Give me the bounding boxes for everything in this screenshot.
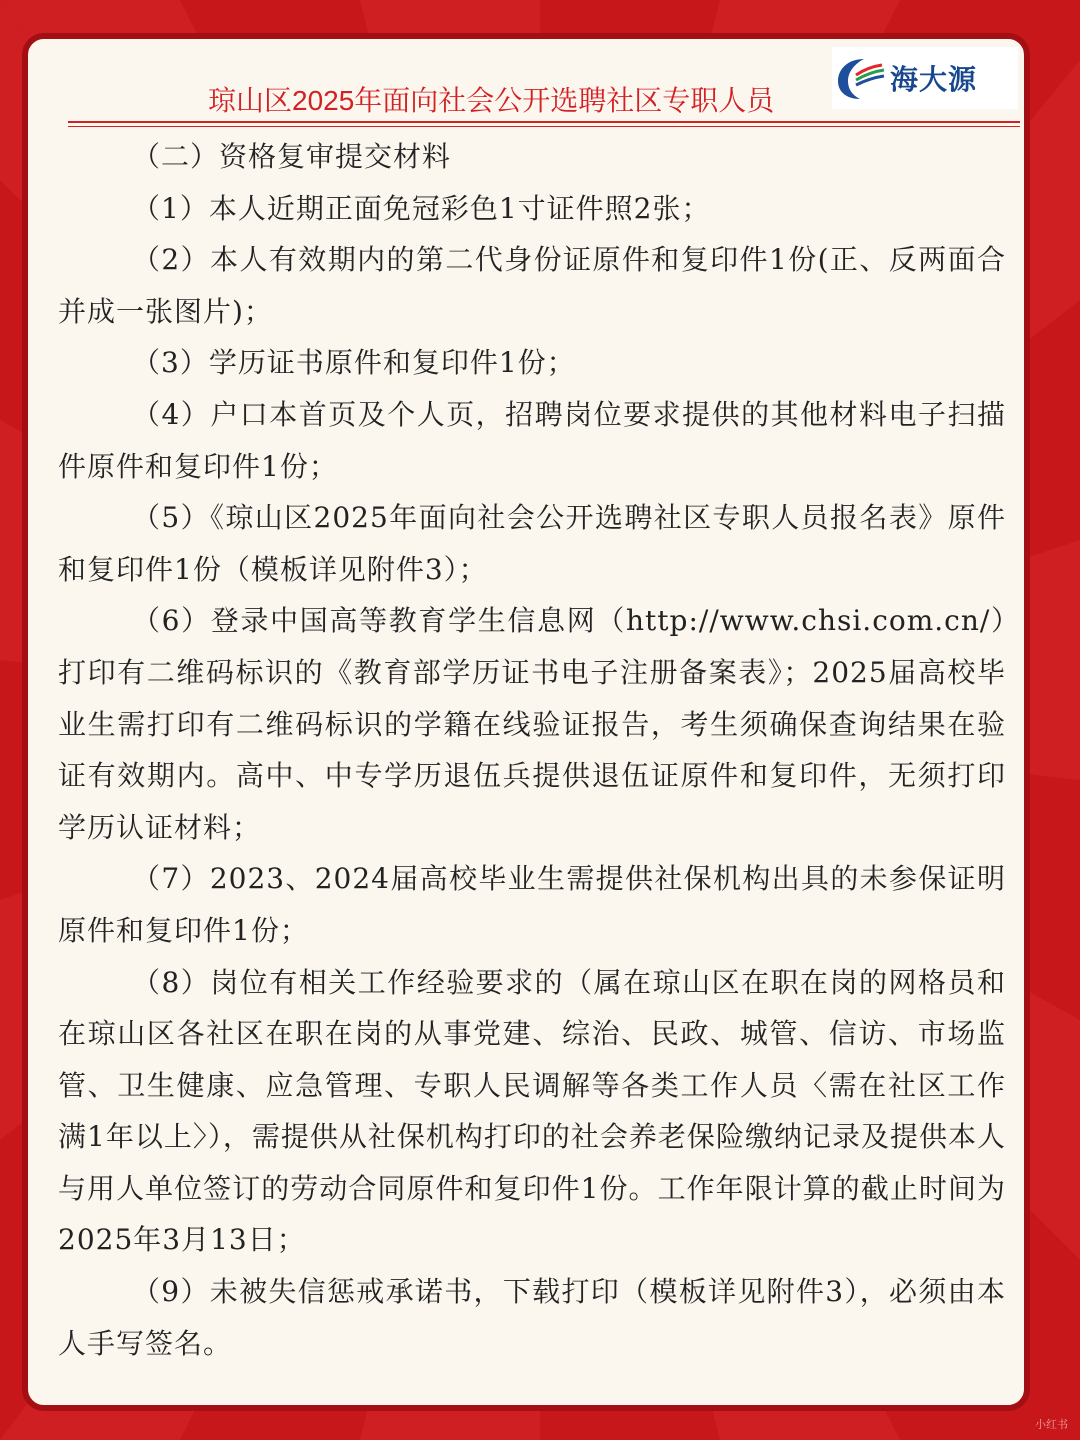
section-heading: （二）资格复审提交材料 <box>132 140 452 173</box>
list-item: （2）本人有效期内的第二代身份证原件和复印件1份(正、反两面合并成一张图片)； <box>58 243 1006 328</box>
list-item: （8）岗位有相关工作经验要求的（属在琼山区在职在岗的网格员和在琼山区各社区在职在岗的从事党建、综治、民政、城管、信访、市场监管、卫生健康、应急管理、专职人民调解等各类工作人员〈需在社区工作满1年以上〉），需提供从社保机构打印的社会养老保险缴纳记录及提供本人与用人单位签订的劳动合同原件和复印件1份。工作年限计算的截止时间为2025年3月13日； <box>58 965 1006 1257</box>
list-item: （6）登录中国高等教育学生信息网（http://www.chsi.com.cn/）打印有二维码标识的《教育部学历证书电子注册备案表》；2025届高校毕业生需打印有二维码标识的学籍在线验证报告，考生须确保查询结果在验证有效期内。高中、中专学历退伍兵提供退伍证原件和复印件，无须打印学历认证材料； <box>58 604 1006 844</box>
list-item: （4）户口本首页及个人页，招聘岗位要求提供的其他材料电子扫描件原件和复印件1份； <box>58 397 1006 483</box>
header-divider <box>68 121 1020 123</box>
list-item: （7）2023、2024届高校毕业生需提供社保机构出具的未参保证明原件和复印件1份； <box>58 862 1006 947</box>
header-divider-thin <box>68 126 1020 127</box>
content-card <box>22 33 1030 1411</box>
list-item: （9）未被失信惩戒承诺书，下载打印（模板详见附件3），必须由本人手写签名。 <box>58 1275 1006 1360</box>
page-title: 琼山区2025年面向社会公开选聘社区专职人员 <box>208 85 775 116</box>
brand-logo <box>832 47 1018 109</box>
list-item: （3）学历证书原件和复印件1份； <box>132 346 576 380</box>
list-item: （5）《琼山区2025年面向社会公开选聘社区专职人员报名表》原件和复印件1份（模板详见附件3）； <box>58 501 1006 586</box>
document-body <box>58 131 1006 1369</box>
logo-text: 海大源 <box>890 63 978 96</box>
watermark: 小红书 <box>1035 1418 1068 1431</box>
list-item: （1）本人近期正面免冠彩色1寸证件照2张； <box>132 191 711 225</box>
logo-swoosh-icon <box>834 53 886 103</box>
